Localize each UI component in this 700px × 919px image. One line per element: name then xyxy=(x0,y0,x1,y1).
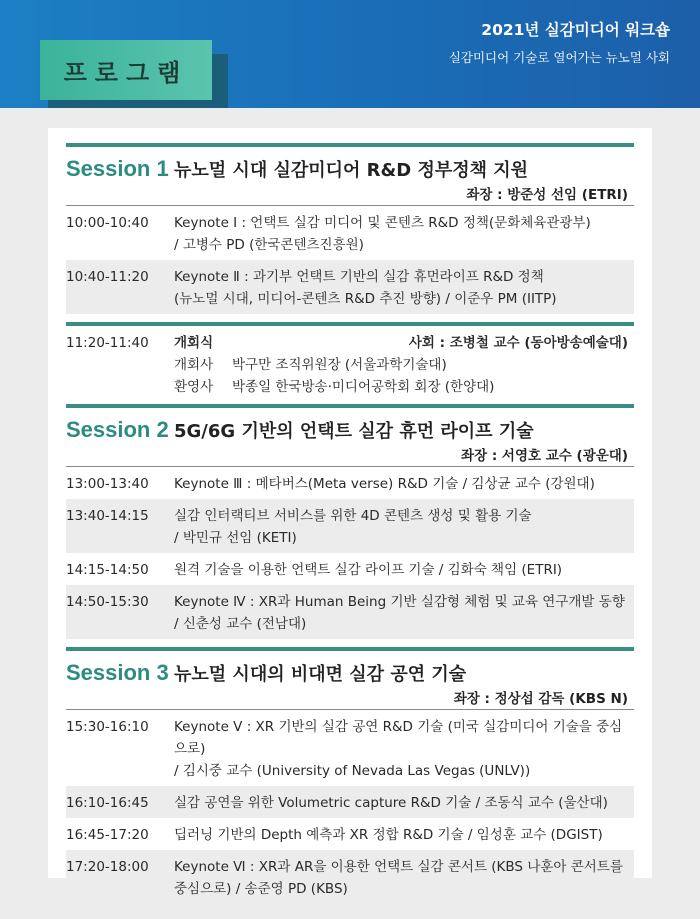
talk-line: Keynote Ⅵ : XR과 AR을 이용한 언택트 실감 콘서트 (KBS 나훈아 콘서트를 xyxy=(174,859,623,875)
opening-ceremony xyxy=(66,326,634,404)
schedule-row xyxy=(66,786,634,818)
time-slot: 11:20-11:40 xyxy=(66,335,149,351)
program-label: 프로그램 xyxy=(63,58,189,87)
schedule-row xyxy=(66,260,634,314)
talk-line: 중심으로) / 송준영 PD (KBS) xyxy=(174,881,348,897)
workshop-subtitle: 실감미디어 기술로 열어가는 뉴노멀 사회 xyxy=(448,50,670,65)
talk-line: / 김시중 교수 (University of Nevada Las Vegas (UNLV)) xyxy=(174,763,531,779)
speech-speaker: 박구만 조직위원장 (서울과학기술대) xyxy=(232,357,447,373)
schedule-row xyxy=(66,467,634,499)
talk-line: Keynote Ⅳ : XR과 Human Being 기반 실감형 체험 및 교육 연구개발 동향 xyxy=(174,594,625,610)
schedule-row xyxy=(66,710,634,786)
talk-line: 실감 인터랙티브 서비스를 위한 4D 콘텐츠 생성 및 활용 기술 xyxy=(174,508,532,524)
session-title: 5G/6G 기반의 언택트 실감 휴먼 라이프 기술 xyxy=(174,421,534,442)
opening-host: 사회 : 조병철 교수 (동아방송예술대) xyxy=(408,335,628,351)
talk-description xyxy=(174,473,634,495)
talk-description xyxy=(174,505,634,549)
opening-title-line xyxy=(174,332,634,354)
talk-description xyxy=(174,591,634,635)
talk-description xyxy=(174,559,634,581)
opening-body xyxy=(174,332,634,398)
time-slot: 10:40-11:20 xyxy=(66,269,149,285)
spacer xyxy=(66,639,634,647)
talk-line: Keynote Ⅰ : 언택트 실감 미디어 및 콘텐츠 R&D 정책(문화체육관광부) xyxy=(174,215,591,231)
talk-line: Keynote Ⅲ : 메타버스(Meta verse) R&D 기술 / 김상균 교수 (강원대) xyxy=(174,476,595,492)
session-3-header xyxy=(66,651,634,709)
schedule-row xyxy=(66,585,634,639)
talk-line: Keynote Ⅱ : 과기부 언택트 기반의 실감 휴먼라이프 R&D 정책 xyxy=(174,269,544,285)
talk-line: (뉴노멀 시대, 미디어-콘텐츠 R&D 추진 방향) / 이준우 PM (IITP) xyxy=(174,291,557,307)
time-slot: 10:00-10:40 xyxy=(66,215,149,231)
talk-description xyxy=(174,212,634,256)
time-slot: 16:45-17:20 xyxy=(66,827,149,843)
session-2-header xyxy=(66,408,634,466)
session-chair: 좌장 : 정상섭 감독 (KBS N) xyxy=(453,691,628,707)
session-label: Session 1 xyxy=(66,156,169,181)
program-content xyxy=(66,143,634,904)
schedule-row xyxy=(66,206,634,260)
talk-description xyxy=(174,266,634,310)
schedule-row xyxy=(66,499,634,553)
talk-line: 실감 공연을 위한 Volumetric capture R&D 기술 / 조동식 교수 (울산대) xyxy=(174,795,608,811)
talk-description xyxy=(174,716,634,782)
session-title: 뉴노멀 시대 실감미디어 R&D 정부정책 지원 xyxy=(174,160,529,181)
talk-description xyxy=(174,856,634,900)
session-chair: 좌장 : 서영호 교수 (광운대) xyxy=(461,448,628,464)
opening-title: 개회식 xyxy=(174,335,214,351)
time-slot: 17:20-18:00 xyxy=(66,859,149,875)
talk-description xyxy=(174,824,634,846)
time-slot: 15:30-16:10 xyxy=(66,719,149,735)
spacer xyxy=(66,314,634,322)
session-label: Session 3 xyxy=(66,660,169,685)
time-slot: 14:50-15:30 xyxy=(66,594,149,610)
time-slot: 13:00-13:40 xyxy=(66,476,149,492)
talk-line: / 고병수 PD (한국콘텐츠진흥원) xyxy=(174,237,364,253)
session-title: 뉴노멀 시대의 비대면 실감 공연 기술 xyxy=(174,664,467,685)
workshop-title: 2021년 실감미디어 워크숍 xyxy=(481,21,670,39)
session-1-header xyxy=(66,147,634,205)
opening-speech xyxy=(174,354,634,376)
talk-line: 원격 기술을 이용한 언택트 실감 라이프 기술 / 김화숙 책임 (ETRI) xyxy=(174,562,563,578)
talk-line: 딥러닝 기반의 Depth 예측과 XR 정합 R&D 기술 / 임성훈 교수 (DGIST) xyxy=(174,827,603,843)
schedule-row xyxy=(66,818,634,850)
talk-line: / 신춘성 교수 (전남대) xyxy=(174,616,307,632)
talk-line: / 박민규 선임 (KETI) xyxy=(174,530,297,546)
speech-role: 환영사 xyxy=(174,379,214,395)
opening-speech xyxy=(174,376,634,398)
session-label: Session 2 xyxy=(66,417,169,442)
time-slot: 14:15-14:50 xyxy=(66,562,149,578)
time-slot: 16:10-16:45 xyxy=(66,795,149,811)
speech-role: 개회사 xyxy=(174,357,214,373)
session-chair: 좌장 : 방준성 선임 (ETRI) xyxy=(466,187,628,203)
time-slot: 13:40-14:15 xyxy=(66,508,149,524)
schedule-row xyxy=(66,850,634,904)
talk-description xyxy=(174,792,634,814)
schedule-row xyxy=(66,553,634,585)
speech-speaker: 박종일 한국방송·미디어공학회 회장 (한양대) xyxy=(232,379,495,395)
program-tab xyxy=(40,40,212,100)
talk-line: Keynote Ⅴ : XR 기반의 실감 공연 R&D 기술 (미국 실감미디어 기술을 중심으로) xyxy=(174,719,623,757)
